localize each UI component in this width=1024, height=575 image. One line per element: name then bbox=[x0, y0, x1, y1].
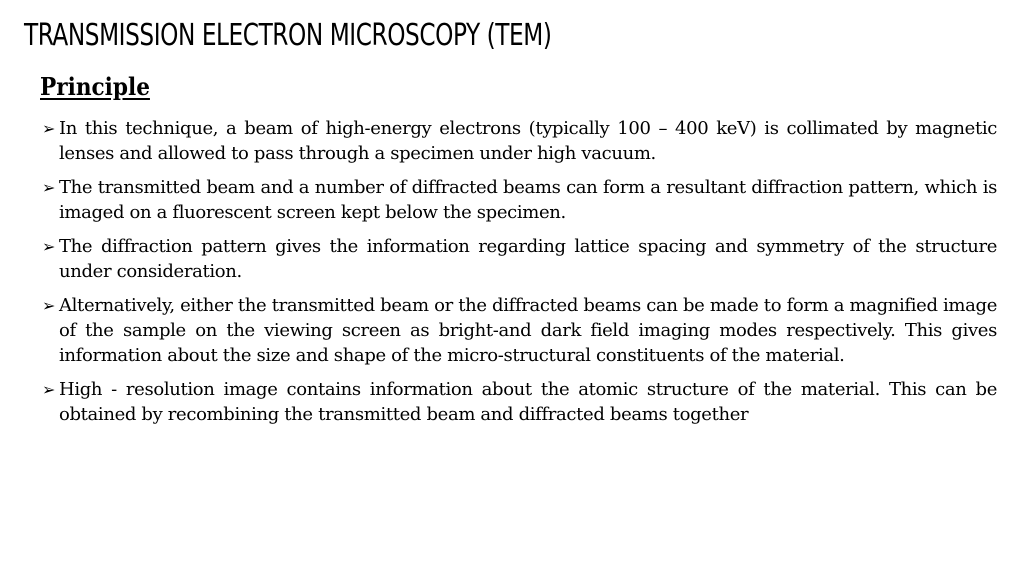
bullet-text: High - resolution image contains information about the atomic structure of the material. This can be obtained by recombining the transmitted beam and diffracted beams together bbox=[59, 379, 997, 425]
arrow-bullet-icon: ➢ bbox=[42, 119, 56, 138]
bullet-item bbox=[42, 234, 997, 284]
bullet-list bbox=[42, 116, 997, 436]
bullet-text: In this technique, a beam of high-energy electrons (typically 100 – 400 keV) is collimated by magnetic lenses and allowed to pass through a specimen under high vacuum. bbox=[59, 118, 997, 164]
bullet-item bbox=[42, 293, 997, 368]
arrow-bullet-icon: ➢ bbox=[42, 237, 56, 256]
bullet-item bbox=[42, 377, 997, 427]
section-heading: Principle bbox=[40, 72, 150, 101]
bullet-text: The transmitted beam and a number of diffracted beams can form a resultant diffraction pattern, which is imaged on a fluorescent screen kept below the specimen. bbox=[59, 177, 997, 223]
bullet-item bbox=[42, 116, 997, 166]
slide-title: TRANSMISSION ELECTRON MICROSCOPY (TEM) bbox=[24, 18, 552, 53]
bullet-item bbox=[42, 175, 997, 225]
bullet-text: Alternatively, either the transmitted beam or the diffracted beams can be made to form a magnified image of the sample on the viewing screen as bright-and dark field imaging modes respectively. This gives information about the size and shape of the micro-structural constituents of the material. bbox=[59, 295, 997, 366]
arrow-bullet-icon: ➢ bbox=[42, 296, 56, 315]
arrow-bullet-icon: ➢ bbox=[42, 380, 56, 399]
arrow-bullet-icon: ➢ bbox=[42, 178, 56, 197]
bullet-text: The diffraction pattern gives the information regarding lattice spacing and symmetry of the structure under consideration. bbox=[59, 236, 997, 282]
